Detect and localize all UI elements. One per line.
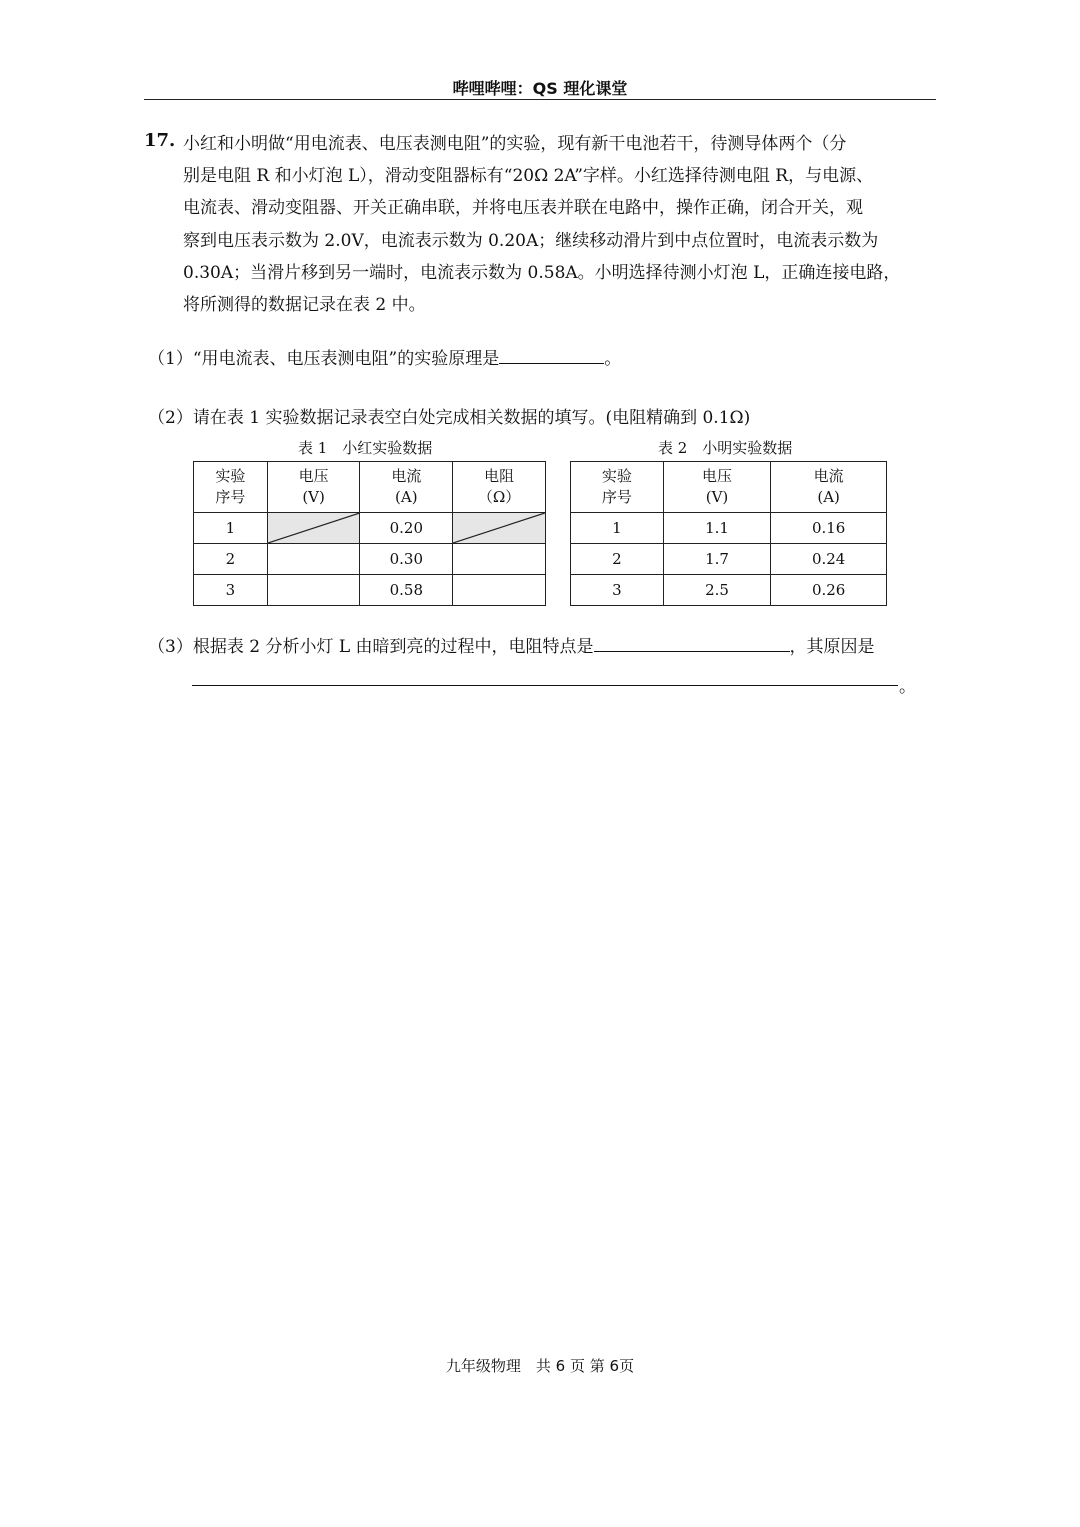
part-2: （2）请在表 1 实验数据记录表空白处完成相关数据的填写。(电阻精确到 0.1Ω) [148,408,751,428]
cell: 1.7 [663,544,771,575]
shaded-cell [453,513,546,544]
header-cell: 电压 (V) [663,462,771,513]
blank-cell[interactable] [453,575,546,606]
question-stem [183,128,943,321]
table-1-caption: 表 1 小红实验数据 [298,439,433,457]
table-row [571,513,887,544]
stem-line: 电流表、滑动变阻器、开关正确串联，并将电压表并联在电路中，操作正确，闭合开关，观 [183,198,863,219]
table-header-row [571,462,887,513]
table-row [194,575,546,606]
part-3-text: （3）根据表 2 分析小灯 L 由暗到亮的过程中，电阻特点是 [148,637,594,657]
table-2 [570,461,887,606]
cell: 2 [571,544,664,575]
answer-blank-3b[interactable] [192,685,898,686]
cell: 1 [571,513,664,544]
part-1 [148,344,621,369]
table-row [194,544,546,575]
header-cell: 电阻 （Ω） [453,462,546,513]
cell: 0.16 [771,513,887,544]
cell: 1.1 [663,513,771,544]
cell: 0.30 [360,544,453,575]
part-1-text: （1）“用电流表、电压表测电阻”的实验原理是 [148,349,500,369]
header-cell: 实验 序号 [571,462,664,513]
table-row [571,575,887,606]
part-3 [148,632,875,657]
blank-cell[interactable] [267,575,360,606]
cell: 1 [194,513,268,544]
answer-blank-1[interactable] [499,345,604,364]
header-cell: 电流 (A) [360,462,453,513]
cell: 0.20 [360,513,453,544]
stem-line: 别是电阻 R 和小灯泡 L），滑动变阻器标有“20Ω 2A”字样。小红选择待测电阻 R，与电源、 [183,166,874,187]
stem-line: 小红和小明做“用电流表、电压表测电阻”的实验，现有新干电池若干，待测导体两个（分 [183,134,847,154]
cell: 2 [194,544,268,575]
shaded-cell [267,513,360,544]
stem-line: 0.30A；当滑片移到另一端时，电流表示数为 0.58A。小明选择待测小灯泡 L，正确连接电路， [183,262,901,283]
blank-cell[interactable] [267,544,360,575]
cell: 0.24 [771,544,887,575]
page-footer: 九年级物理 共 6 页 第 6页 [445,1357,635,1375]
stem-line: 察到电压表示数为 2.0V，电流表示数为 0.20A；继续移动滑片到中点位置时，电流表示数为 [183,230,879,251]
header-cell: 电流 (A) [771,462,887,513]
page-header: 哔哩哔哩：QS 理化课堂 [452,79,628,98]
blank-cell[interactable] [453,544,546,575]
cell: 3 [571,575,664,606]
part-3-end: 。 [899,677,916,697]
part-3-reason: ，其原因是 [789,637,875,657]
part-1-end: 。 [604,349,622,369]
cell: 0.26 [771,575,887,606]
header-cell: 实验 序号 [194,462,268,513]
table-header-row [194,462,546,513]
table-row [194,513,546,544]
cell: 3 [194,575,268,606]
header-cell: 电压 (V) [267,462,360,513]
stem-line: 将所测得的数据记录在表 2 中。 [183,295,426,316]
answer-blank-3a[interactable] [594,633,790,652]
table-row [571,544,887,575]
cell: 0.58 [360,575,453,606]
table-2-caption: 表 2 小明实验数据 [658,439,793,457]
header-rule [144,99,936,100]
cell: 2.5 [663,575,771,606]
table-1 [193,461,546,606]
question-number: 17. [144,130,176,151]
